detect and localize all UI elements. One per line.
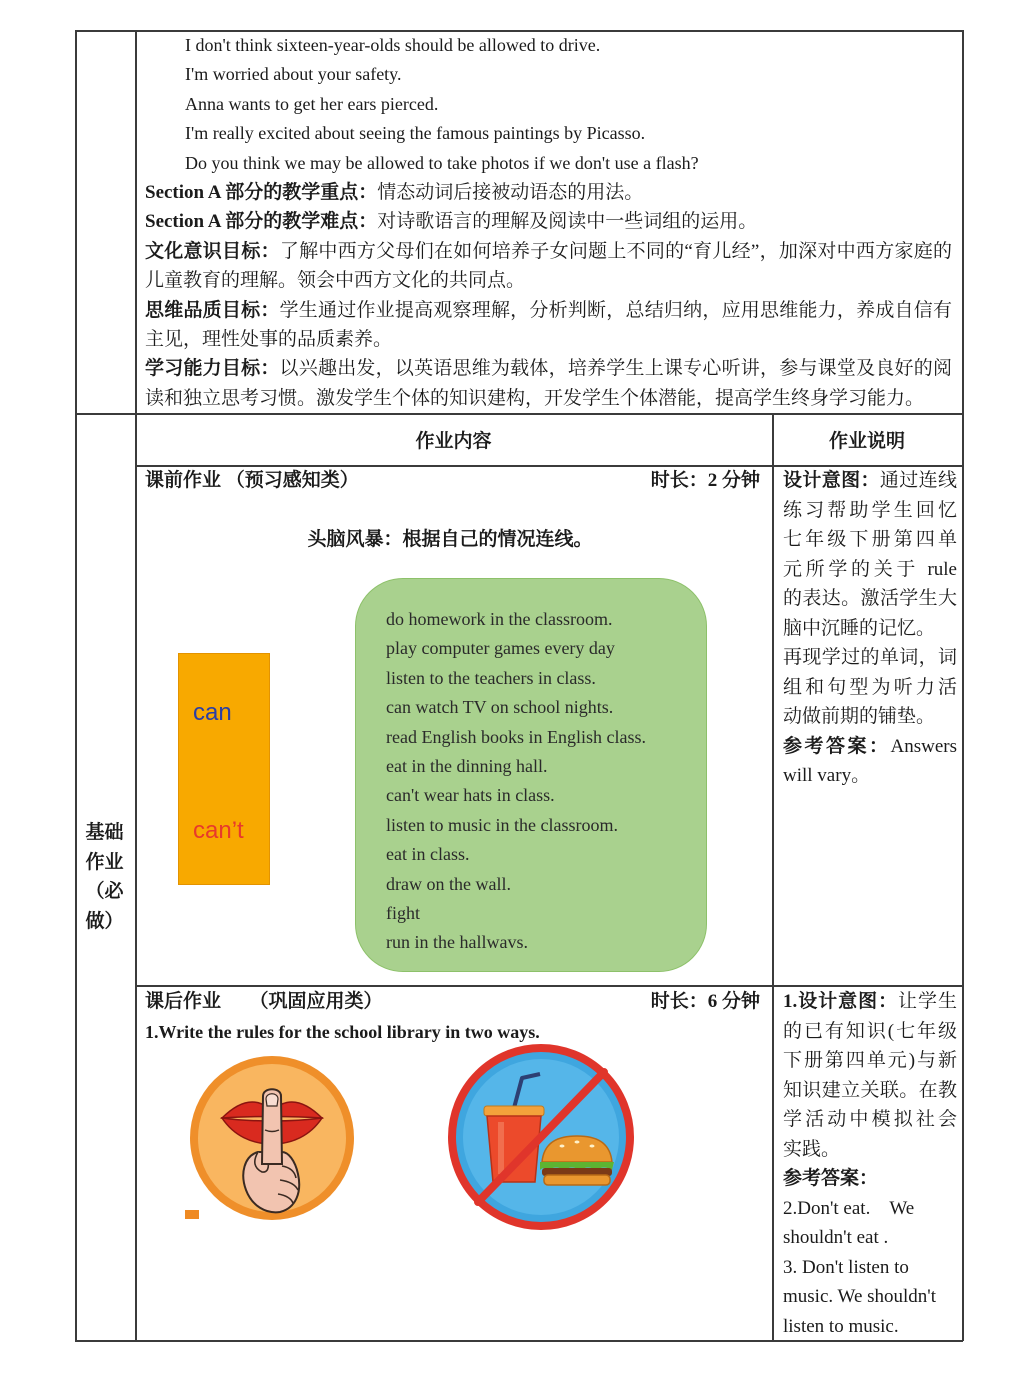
post-class-title: 课后作业 （巩固应用类）	[145, 991, 383, 1012]
row-label-cell	[75, 413, 136, 1341]
goal-label: Section A 部分的教学重点：	[145, 182, 378, 204]
post-class-duration: 时长：6 分钟	[650, 991, 760, 1012]
notes-line: 七年级下册第四单	[783, 529, 957, 550]
homework-notes-header: 作业说明	[828, 431, 905, 452]
notes-text: 通过连线	[879, 470, 957, 491]
activity-item: draw on the wall.	[386, 873, 511, 894]
basic-homework-label: 基础作业（必做）	[85, 822, 124, 932]
objectives-block	[145, 31, 952, 413]
notes-line: 动做前期的铺垫。	[783, 706, 936, 727]
example-sentence: I'm really excited about seeing the famous paintings by Picasso.	[185, 123, 646, 144]
notes-line: 脑中沉睡的记忆。	[783, 617, 936, 639]
can-cant-box	[178, 653, 270, 885]
example-sentence: Anna wants to get her ears pierced.	[185, 93, 439, 114]
example-sentence: I'm worried about your safety.	[185, 64, 402, 85]
activity-item: eat in the dinning hall.	[386, 756, 548, 777]
notes-line: 知识建立关联。在教	[783, 1079, 957, 1101]
example-sentence: I don't think sixteen-year-olds should be allowed to drive.	[185, 35, 601, 55]
notes-line: music. We shouldn't	[783, 1286, 937, 1307]
library-rules-task: 1.Write the rules for the school library in two ways.	[145, 1022, 540, 1042]
can-label: can	[193, 699, 232, 726]
pre-class-notes	[783, 466, 957, 791]
notes-line: 下册第四单元)与新	[783, 1050, 957, 1071]
notes-line: shouldn't eat .	[783, 1227, 889, 1248]
notes-line: will vary。	[783, 765, 871, 786]
table-column-divider	[772, 413, 774, 1341]
notes-line	[783, 466, 957, 496]
notes-line	[783, 732, 957, 762]
notes-line: 2.Don't eat. We	[783, 1197, 915, 1219]
finger-on-lips-quiet-icon	[182, 1052, 364, 1226]
goal-text: 以兴趣出发，以英语思维为载体，培养学生上课专心听讲，参与课堂及良好的阅读和独立思考习惯。激发学生个体的知识建构，开发学生个体潜能，提高学生终身学习能力。	[145, 358, 952, 409]
activity-item: listen to music in the classroom.	[386, 814, 618, 835]
notes-line: 的表达。激活学生大	[783, 588, 957, 609]
goal-text: 学生通过作业提高观察理解，分析判断，总结归纳，应用思维能力，养成自信有主见，理性处事的品质素养。	[145, 299, 952, 351]
goal-text: 对诗歌语言的理解及阅读中一些词组的运用。	[377, 211, 758, 233]
activity-item: do homework in the classroom.	[386, 609, 613, 629]
brainstorm-instruction: 头脑风暴：根据自己的情况连线。	[307, 529, 593, 550]
cultural-awareness-goal	[145, 237, 952, 296]
example-sentence: Do you think we may be allowed to take photos if we don't use a flash?	[185, 152, 699, 173]
design-intent-label: 1.设计意图：	[783, 991, 899, 1012]
post-class-title-row	[145, 987, 760, 1016]
activity-item: can't wear hats in class.	[386, 785, 555, 806]
notes-line: 组和句型为听力活	[783, 676, 957, 698]
teaching-difficulty	[145, 207, 952, 236]
notes-line: 实践。	[783, 1138, 841, 1160]
goal-text: 情态动词后接被动语态的用法。	[377, 182, 644, 204]
notes-line: 的已有知识(七年级	[783, 1020, 957, 1042]
activity-item: fight	[386, 903, 420, 924]
pre-class-title: 课前作业 （预习感知类）	[145, 470, 359, 491]
teaching-focus	[145, 178, 952, 207]
learning-ability-goal	[145, 354, 952, 413]
design-intent-label: 设计意图：	[783, 470, 880, 491]
reference-answer-label: 参考答案：	[783, 735, 891, 757]
notes-line: 3. Don't listen to	[783, 1256, 909, 1278]
notes-line: 元所学的关于 rule	[783, 558, 957, 580]
activity-item: eat in class.	[386, 844, 470, 865]
notes-line: 学活动中模拟社会	[783, 1109, 957, 1130]
homework-content-header: 作业内容	[415, 431, 492, 452]
thinking-quality-goal	[145, 296, 952, 355]
notes-text: 让学生	[898, 991, 957, 1012]
goal-label: 文化意识目标：	[145, 240, 280, 262]
goal-label: Section A 部分的教学难点：	[145, 211, 378, 233]
table-right-border	[962, 30, 964, 1341]
notes-text: Answers	[890, 735, 957, 757]
goal-label: 思维品质目标：	[145, 299, 280, 321]
goal-text: 了解中西方父母们在如何培养子女问题上不同的“育儿经”，加深对中西方家庭的儿童教育的理解。领会中西方文化的共同点。	[145, 240, 952, 292]
notes-line	[783, 987, 957, 1017]
post-class-notes	[783, 987, 957, 1341]
cant-label: can’t	[193, 817, 244, 844]
activity-item: can watch TV on school nights.	[386, 697, 614, 718]
activity-list-box	[355, 578, 707, 972]
no-food-or-drink-icon	[440, 1042, 644, 1232]
pre-class-title-row	[145, 466, 760, 495]
reference-answer-label: 参考答案：	[783, 1168, 879, 1189]
activity-item: read English books in English class.	[386, 726, 646, 747]
notes-line: 练习帮助学生回忆	[783, 499, 957, 521]
activity-item: play computer games every day	[386, 638, 615, 659]
notes-line: listen to music.	[783, 1315, 899, 1337]
activity-item: listen to the teachers in class.	[386, 667, 596, 688]
pre-class-duration: 时长：2 分钟	[650, 470, 760, 491]
goal-label: 学习能力目标：	[145, 358, 280, 380]
notes-line: 再现学过的单词，词	[783, 647, 957, 668]
activity-item: run in the hallwavs.	[386, 932, 528, 953]
